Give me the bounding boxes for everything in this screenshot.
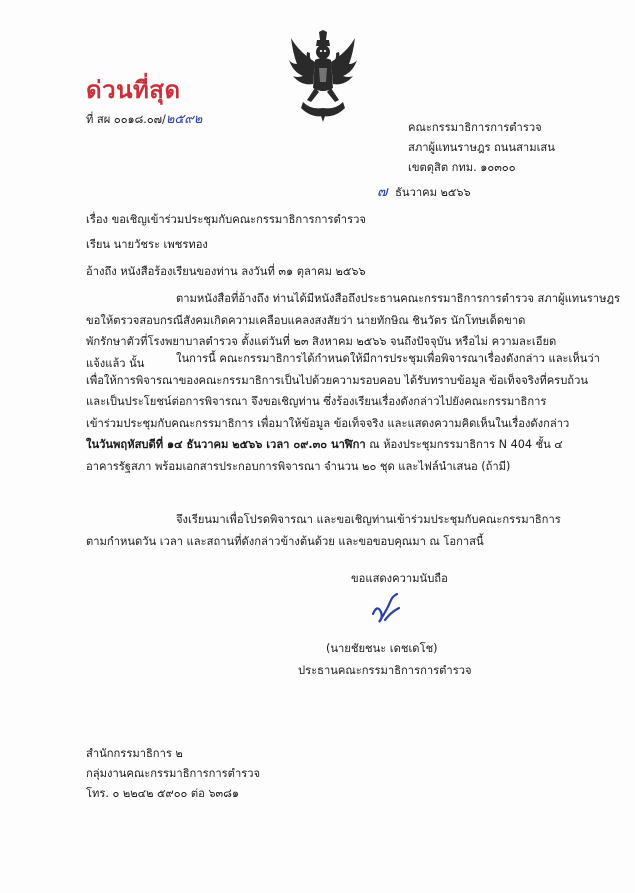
subject-line: เรื่อง ขอเชิญเข้าร่วมประชุมกับคณะกรรมาธิการการตำรวจ [86, 213, 366, 226]
reference-prefix: ที่ สผ ๐๐๑๘.๐๗/ [86, 113, 166, 126]
meeting-datetime: ในวันพฤหัสบดีที่ ๑๔ ธันวาคม ๒๕๖๖ เวลา ๐๙.๓๐ นาฬิกา [86, 438, 366, 451]
sender-address-line-3: เขตดุสิต กทม. ๑๐๓๐๐ [408, 161, 516, 174]
signature-mark-icon [367, 592, 407, 628]
signatory-name: (นายชัยชนะ เดชเดโช) [326, 642, 438, 655]
recipient-line: เรียน นายวัชระ เพชรทอง [86, 238, 208, 251]
letter-date [377, 184, 471, 201]
garuda-emblem-icon [289, 30, 357, 122]
meeting-location: ณ ห้องประชุมกรรมาธิการ N 404 ชั้น ๔ [365, 438, 563, 451]
date-month-year: ธันวาคม ๒๕๖๖ [395, 186, 471, 199]
reference-line: อ้างถึง หนังสือร้องเรียนของท่าน ลงวันที่ ๓๑ ตุลาคม ๒๕๖๖ [86, 265, 366, 278]
paragraph-1-line: แจ้งแล้ว นั้น [86, 356, 145, 370]
signatory-title: ประธานคณะกรรมาธิการการตำรวจ [298, 664, 472, 677]
footer-phone: โทร. ๐ ๒๒๔๒ ๕๙๐๐ ต่อ ๖๓๘๑ [86, 787, 239, 800]
sender-address-line-1: คณะกรรมาธิการการตำรวจ [408, 121, 542, 134]
paragraph-1-line: พักรักษาตัวที่โรงพยาบาลตำรวจ ตั้งแต่วันที่ ๒๓ สิงหาคม ๒๕๖๖ จนถึงปัจจุบัน หรือไม่ ความละเอียด [86, 335, 557, 348]
paragraph-1-line: ตามหนังสือที่อ้างถึง ท่านได้มีหนังสือถึงประธานคณะกรรมาธิการการตำรวจ สภาผู้แทนราษฎร [176, 292, 620, 305]
paragraph-2-line: ในการนี้ คณะกรรมาธิการได้กำหนดให้มีการประชุมเพื่อพิจารณาเรื่องดังกล่าว และเห็นว่า [176, 352, 600, 365]
paragraph-3-line: จึงเรียนมาเพื่อโปรดพิจารณา และขอเชิญท่านเข้าร่วมประชุมกับคณะกรรมาธิการ [176, 513, 561, 526]
reference-number [86, 112, 202, 128]
sender-address-line-2: สภาผู้แทนราษฎร ถนนสามเสน [408, 141, 555, 154]
paragraph-2-line: และเป็นประโยชน์ต่อการพิจารณา จึงขอเชิญท่าน ซึ่งร้องเรียนเรื่องดังกล่าวไปยังคณะกรรมาธิการ [86, 395, 547, 408]
paragraph-3 [86, 509, 561, 552]
paragraph-2-line: อาคารรัฐสภา พร้อมเอกสารประกอบการพิจารณา จำนวน ๒๐ ชุด และไฟล์นำเสนอ (ถ้ามี) [86, 459, 511, 473]
paragraph-2-line: เข้าร่วมประชุมกับคณะกรรมาธิการ เพื่อมาให้ข้อมูล ข้อเท็จจริง และแสดงความคิดเห็นในเรื่องดังกล่าว [86, 416, 570, 430]
paragraph-3-line: ตามกำหนดวัน เวลา และสถานที่ดังกล่าวข้างต้นด้วย และขอขอบคุณมา ณ โอกาสนี้ [86, 534, 484, 548]
paragraph-2-meeting-line [86, 434, 563, 456]
reference-handwritten-number: ๒๕๙๒ [165, 112, 203, 127]
paragraph-2 [86, 348, 600, 477]
urgency-stamp: ด่วนที่สุด [86, 75, 181, 104]
paragraph-2-line: เพื่อให้การพิจารณาของคณะกรรมาธิการเป็นไปด้วยความรอบคอบ ได้รับทราบข้อมูล ข้อเท็จจริงที่ครบถ้วน [86, 373, 589, 387]
closing-salutation: ขอแสดงความนับถือ [351, 572, 448, 585]
paragraph-1-line: ขอให้ตรวจสอบกรณีสังคมเกิดความเคลือบแคลงสงสัยว่า นายทักษิณ ชินวัตร นักโทษเด็ดขาด [86, 313, 526, 327]
footer-division: กลุ่มงานคณะกรรมาธิการการตำรวจ [86, 767, 261, 780]
date-handwritten-day: ๗ [377, 184, 388, 200]
footer-office: สำนักกรรมาธิการ ๒ [86, 747, 183, 760]
